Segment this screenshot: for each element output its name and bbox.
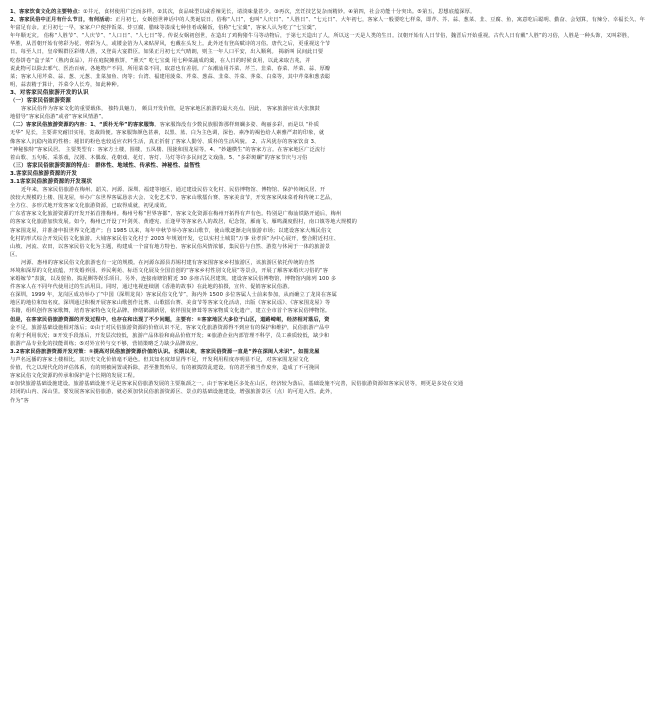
section-4-line-5: ②加快旅游基础设施建设。旅游基础设施不足是客家民俗旅游发展的主要瓶颈之一。由于客家地区多处在山区，经济较为落后，基础设施不完善，民俗旅游资源如客家民居等，则更是多处在交通 — [10, 381, 464, 388]
section-4-line-7: 作为“客 — [10, 397, 29, 404]
section-4-line-2: 与声名远播的客家土楼相比，其历史文化价值毫不逊色。但其知名度却显得不足，开发利用程度亦明显不足，对客家围龙屋文化 — [10, 357, 309, 364]
section-3-line-7: 着山歌、五句板、采茶戏，汉剧、木偶戏、花朝戏、花灯、客灯、马灯等许多民间艺文戏曲。5、“多彩斑斓”的客家节庆与习俗 — [10, 154, 308, 161]
section-3-subheading-2-line — [10, 121, 486, 129]
paragraph-2-line-2: 的客家文化旅游加快发展。如今，梅州已开设了叶剑英、黄遵宪、丘逢甲等客家名人的故居，纪念馆，雁南飞、雁鸣湖度假村，南口镇等地大规模的 — [10, 219, 357, 226]
section-1-heading: 1、客家饮食文化的主要特点： — [10, 9, 84, 15]
paragraph-3-line-3: 家婚嫁节”表演，以及射鱼、捣泥侧等娱乐项目。另外，连接南塘馆附近 30 多座古民居建筑，建设客家民俗博物馆，博物馆内陈列 100 多 — [10, 276, 337, 283]
section-4-line-3: 价值，代之以现代化的评估体系，有的则被闲置或拆除，甚至推毁殆尽。有的被捣毁乱建设。有的甚至被当作废弃，造成了不可挽回 — [10, 365, 320, 372]
section-4-line-4: 客家民俗文化资源的传承和保护是个长期的发展工程。 — [10, 373, 139, 380]
section-3-subheading-1: （一）客家民俗旅游资源 — [10, 98, 71, 105]
paragraph-5-line-4: 旅游产品专业化的技能训练；⑤对外宣传与交不够，营销策略乏力缺少品牌效应。 — [10, 340, 202, 347]
section-2-heading: 2、客家民俗中正月有什么节日，有何活动： — [10, 17, 116, 24]
paragraph-5-line-3: 有利于利用状况；③开发手段落后，开发层次较低，旅游产品体验和商品价值开发；④旅游企业内部管理不科学，员工素质较低，缺少和 — [10, 332, 330, 339]
section-4-text-1: ①提高对民俗旅游资源价值的认识。长期以来，客家民俗资源一直是“养在深闺人未识”。如围龙屋 — [89, 348, 320, 355]
section-3-subheading-3: （三）客家民俗旅游资源的特点： 群体性、地域性、传承性、神秘性、益智性 — [10, 162, 201, 169]
section-1-text: ①井元，食材使用广泛而多样。②其次，食品味型以咸香辣见长，请淡味量甚少。③再次，烹饪技艺复杂而精妙。④第四，社会功能十分突出。⑤第五，思想底蕴深厚。 — [83, 9, 476, 15]
paragraph-4-line-3: 书籍，组织创作客家歌舞，培育客家特色文化品牌。修缮鹤湖新居，依样围复修葺等客家物质文化遗产，建立全市首个客家民俗博物馆。 — [10, 308, 331, 315]
section-3-text-3: 。客家服饰没有少数民族服饰那样斑斓多姿、绚丽多彩，而是以 “朴质 — [154, 122, 320, 129]
paragraph-2-line-6: 区。 — [10, 251, 21, 258]
section-3-subheading-4: 3.客家民俗旅游资源的开发 — [10, 170, 78, 177]
section-3-line-4: 无华” 见长，主要讲究耐旧实用，宽裁简便。客家服饰颜色甚素，以黑、蓝、白为主色调，深色、素净的褐色给人素雅严肃的印象，就 — [10, 130, 325, 137]
section-3-subheading-2: （二）客家民俗旅游资源的内容：1、“质朴无华”的客家服饰 — [10, 122, 155, 129]
section-2-line-5: 日。每至人日，皇帝赐群臣彩缕人胜，又登高大宴群臣。如果正月初七天气晴朗，则主一年人口平安，出入顺利。 揭新叫 民间此日要 — [10, 49, 324, 56]
paragraph-3-line-1: 河源、惠州的客家民俗文化旅游也有一定的规模。在河源东源县苏锡村建有客家围客家乡村旅游区，该旅游区依托传统的自然 — [21, 259, 315, 266]
section-4-subheading-line — [10, 348, 486, 356]
section-2-line-3: 年年顺无灾。 俗称“人胜节”、“人庆节”、“人口日”、“人七日”等。传说女娲初创世，在造出了鸡狗猪牛马等动物后，于第七天造出了人，所以这一天是人类的生日。汉朝开始有人日节俗，魏晋后开始重视。古代人日有戴“人胜”的习俗，人胜是一种头饰，又叫彩胜， — [10, 33, 633, 40]
section-3-line-6: “神秘独特”客家民居。 主要类型有：客家方土楼，围楼，五凤楼、围拢和围龙屋等。4、“妙趣横生”的客家方言。在客家地区广泛流行 — [10, 146, 326, 153]
section-3-line-1: 客家民俗作为客家文化的重要载体， 独特具魅力， 颇具开发价值，是客家地区旅游的最大亮点。因此， 客家旅游应该大张旗鼓 — [21, 106, 320, 113]
paragraph-2-line-1: 广东省客家文化旅游资源的开发开拓首推梅州。梅州号称“世界客都”，客家文化资源在梅州开拓得有声有色。特别是广梅汕铁路开通后，梅州 — [10, 211, 342, 218]
paragraph-2-line-5: 山坡、河流、农田，以客家民俗文化为主题，构建成一个富有地方特色、客家民俗风情浓郁，集民俗与自然、游览与休闲于一体的旅游景 — [10, 243, 331, 250]
section-2-line-2: 年富足有余。正月初七一早，家家户户便拌饭菜、炸豆腐、腊味等凑成七种佳肴或稀饭，俗称“七宝羹”，客家人认为吃了“七宝羹”， — [10, 25, 321, 32]
section-4-subheading: 3.2客家民俗旅游资源开发对策： — [10, 348, 90, 355]
section-2-line-1 — [10, 16, 645, 24]
section-3-heading: 3、对客家民俗旅游开发的认识 — [10, 89, 89, 96]
section-2-line-8: 菜；客家人用芹菜、蒜、葱、元葱、韭菜加鱼、肉等；台湾、福建用菠菜、芹菜、葱蒜、韭菜、芥菜、荠菜、白菜等，其中芹菜和葱表聪 — [10, 73, 331, 80]
paragraph-5-line-2: 金不足，旅游基础设施相对落后；②由于对民俗旅游资源的价值认识不足，客家文化旅游资源得不到应有的保护和维护，民俗旅游产品中 — [10, 324, 330, 331]
section-4-line-6: 封闭的山内、深山里。要发展客家民俗旅游，就必须加快民俗旅游资源区、景点的基础设施建设，增强旅游景区（点）的可进入性。此外， — [10, 389, 336, 396]
paragraph-3-line-4: 件客家人在不同年代使用过的生活用具。同时，通过电视连续剧《香港的故事》在此地的拍摄，宣传、促销客家民俗游。 — [10, 284, 293, 291]
section-3-line-5: 像客家人沉稳内敛的性格；褪旧的粉色也较适应衣料生活，真正折射了客家人勤劳、质朴的生活风貌。 2、古风犹存的客家饮食 3、 — [10, 138, 320, 145]
section-2-line-6: 吃春饼卷“盒子菜”（熟肉食品），并在庭院摊煎饼，“熏天” 吃七宝羹 用七种菜蔬成的羹，在人日的时候食用，以此来取吉兆，并 — [10, 57, 311, 64]
paragraph-1-line-2: 放较大规模的土楼、围龙屋，举办广东世界客属恳亲大会、文化艺术节、客家山歌擂台赛、客家美食节，开发客家风味菜肴和传统工艺品， — [10, 195, 336, 202]
paragraph-1-line-3: 全方位、多形式地开发客家文化旅游资源，已取得成就，初见成效。 — [10, 203, 171, 210]
section-3-line-2: 地借导“客家民俗游”或者“客家风情游”。 — [10, 114, 107, 121]
section-1-line — [10, 8, 486, 16]
paragraph-2-line-3: 客家围龙屋，并准备申报世界文化遗产；自 1985 以来，每年中秋节举办客家山歌节，使山歌逐渐走向旅游市场；以建设客家大城民俗文 — [10, 227, 332, 234]
paragraph-2-line-4: 化村的形式综合开发民俗文化旅游。大埔客家民俗文化村于 2003 年规划开发，它以实村土城贯“万事 业孝顶”为中心展开，整合附近村庄、 — [10, 235, 340, 242]
paragraph-3-line-2: 环境和深厚的文化底蕴，开发婚养园、养民利苑、标语文化展及全国首创的“客家乡村性别文化展”等景点，开展了解客家婚庆习俗的“客 — [10, 268, 329, 274]
section-2-line-9: 明，蒜表精于算计，芥菜令人长寿，如此种种。 — [10, 81, 123, 88]
paragraph-1-line-1: 近年来，客家民俗旅游在梅州、韶关、河源、深圳、福建等地区，通过建设民俗文化村、民俗博物馆、博物馆、保护传统民居、开 — [21, 187, 326, 194]
section-3-subheading-5: 3.1客家民俗旅游资源的开发现状 — [10, 178, 93, 185]
paragraph-5-line-1: 但是，在客家民俗旅游资源的开发过程中，也存在和出现了不少问题，主要有：①客家地区大多位于山区，道路崎岖，经济相对落后，资 — [10, 316, 330, 323]
paragraph-4-line-1: 在深圳，1999 年，龙岗区成功举办了“中国（深圳龙岗）客家民俗文化节”，海内外 1500 多位客属人士前来参加，从而确立了龙岗在客属 — [10, 292, 337, 299]
paragraph-4-line-2: 地区的地位和知名度。深圳通过积极开展客家山歌创作比赛、山歌擂台赛、美食节等客家文化活动，出版《客家民谣》、《客家围龙屋》等 — [10, 300, 331, 307]
section-2-text: 正月初七，女娲创世神话中的人类诞辰日，俗称“人日”，也叫“人庆日”、“人胜日”、“七元日”、大年初七，客家人一般要吃七样菜，即芹、芥、蒜、葱菜、韭、豆腐、鱼，寓意吃后聪明、勤奋、会划算，有辣分、幸福长久、年 — [115, 17, 645, 24]
section-2-line-7: 说此物可以除去邪气、医治百病。各地物产不同，所用菜菜不同，取意也有差别。广东潮汕用芥菜、芹兰、韭菜、春菜、芹菜、蒜、厚瓣 — [10, 65, 331, 72]
section-2-line-4: 华胜，从晋朝开始有剪彩为花、剪彩为人，或镂金箔为人来贴屏风，也戴在头发上。此外还有登高赋诗的习俗。唐代之后，更重视这个节 — [10, 41, 331, 48]
